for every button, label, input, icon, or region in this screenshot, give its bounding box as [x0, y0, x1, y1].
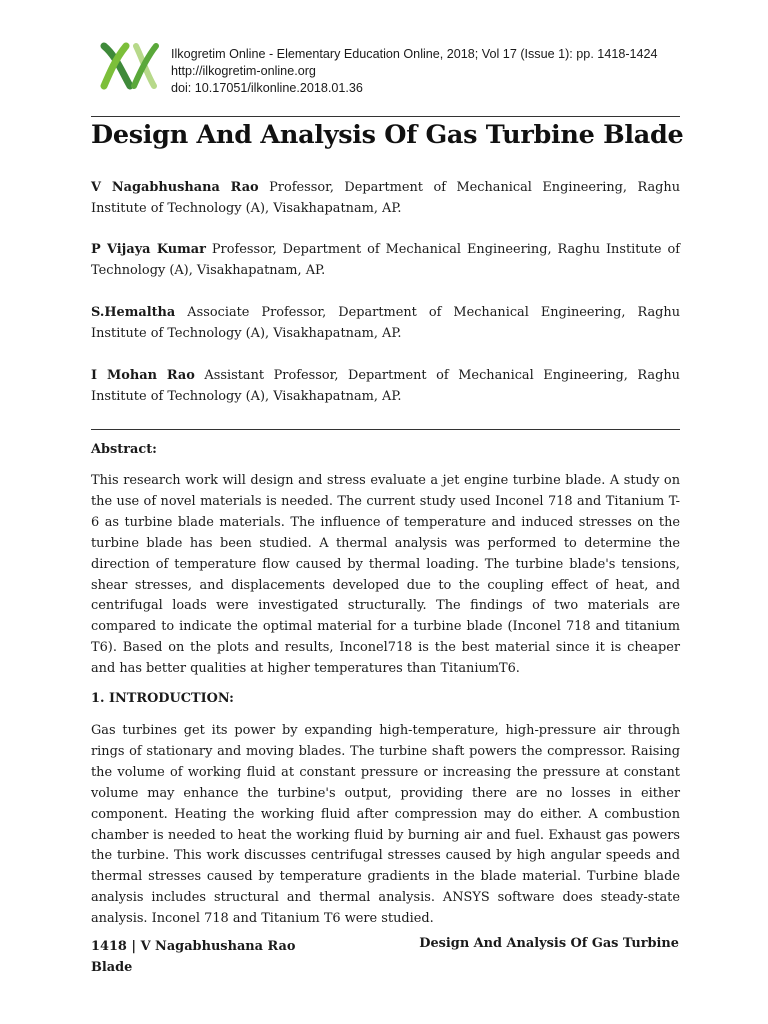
author-affiliation: Professor, Department of Mechanical Engineering, Raghu Institute of Technology (A), Visakhapatnam, AP.	[91, 180, 680, 216]
author-affiliation: Associate Professor, Department of Mechanical Engineering, Raghu Institute of Technology (A), Visakhapatnam, AP.	[91, 305, 680, 341]
journal-header	[171, 46, 691, 97]
author-block-1	[91, 177, 680, 219]
footer-title-continued: Blade	[91, 960, 133, 975]
abstract-heading: Abstract:	[91, 442, 157, 457]
journal-url[interactable]: http://ilkogretim-online.org	[171, 64, 316, 78]
journal-doi: doi: 10.17051/ilkonline.2018.01.36	[171, 81, 363, 95]
author-name: S.Hemaltha	[91, 305, 176, 320]
journal-citation: Ilkogretim Online - Elementary Education Online, 2018; Vol 17 (Issue 1): pp. 1418-1424	[171, 47, 658, 61]
footer-separator: |	[126, 939, 141, 954]
introduction-heading: 1. INTRODUCTION:	[91, 691, 234, 706]
author-affiliation: Professor, Department of Mechanical Engineering, Raghu Institute of Technology (A), Visakhapatnam, AP.	[91, 242, 681, 278]
author-block-3	[91, 302, 680, 344]
page-number: 1418	[91, 939, 127, 954]
page-footer-left	[91, 936, 295, 978]
introduction-text: Gas turbines get its power by expanding high-temperature, high-pressure air through rings of stationary and moving blades. The turbine shaft powers the compressor. Raising the volume of working fluid at constant pressure or increasing the pressure at constant volume may enhance the turbine's output, providing there are no losses in either component. Heating the working fluid after compression may do either. A combustion chamber is needed to heat the working fluid by burning air and fuel. Exhaust gas powers the turbine. This work discusses centrifugal stresses caused by high angular speeds and thermal stresses caused by temperature gradients in the blade material. Turbine blade analysis includes structural and thermal analysis. ANSYS software does steady-state analysis. Inconel 718 and Titanium T6 were studied.	[91, 723, 680, 927]
author-name: P Vijaya Kumar	[91, 242, 206, 257]
header-rule	[91, 116, 680, 117]
author-block-4	[91, 365, 680, 407]
author-name: I Mohan Rao	[91, 368, 195, 383]
abstract-rule	[91, 429, 680, 430]
author-block-2	[91, 239, 680, 281]
paper-title: Design And Analysis Of Gas Turbine Blade	[91, 120, 684, 150]
footer-author: V Nagabhushana Rao	[140, 939, 296, 954]
journal-logo	[96, 42, 162, 90]
author-name: V Nagabhushana Rao	[91, 180, 259, 195]
footer-running-title: Design And Analysis Of Gas Turbine	[419, 936, 679, 951]
abstract-text: This research work will design and stress evaluate a jet engine turbine blade. A study on the use of novel materials is needed. The current study used Inconel 718 and Titanium T-6 as turbine blade materials. The influence of temperature and induced stresses on the turbine blade has been studied. A thermal analysis was performed to determine the direction of temperature flow caused by thermal loading. The turbine blade's tensions, shear stresses, and displacements developed due to the coupling effect of heat, and centrifugal loads were investigated structurally. The findings of two materials are compared to indicate the optimal material for a turbine blade (Inconel 718 and titanium T6). Based on the plots and results, Inconel718 is the best material since it is cheaper and has better qualities at higher temperatures than TitaniumT6.	[91, 473, 680, 677]
author-affiliation: Assistant Professor, Department of Mechanical Engineering, Raghu Institute of Technology (A), Visakhapatnam, AP.	[91, 368, 680, 404]
logo-mark	[104, 46, 156, 86]
